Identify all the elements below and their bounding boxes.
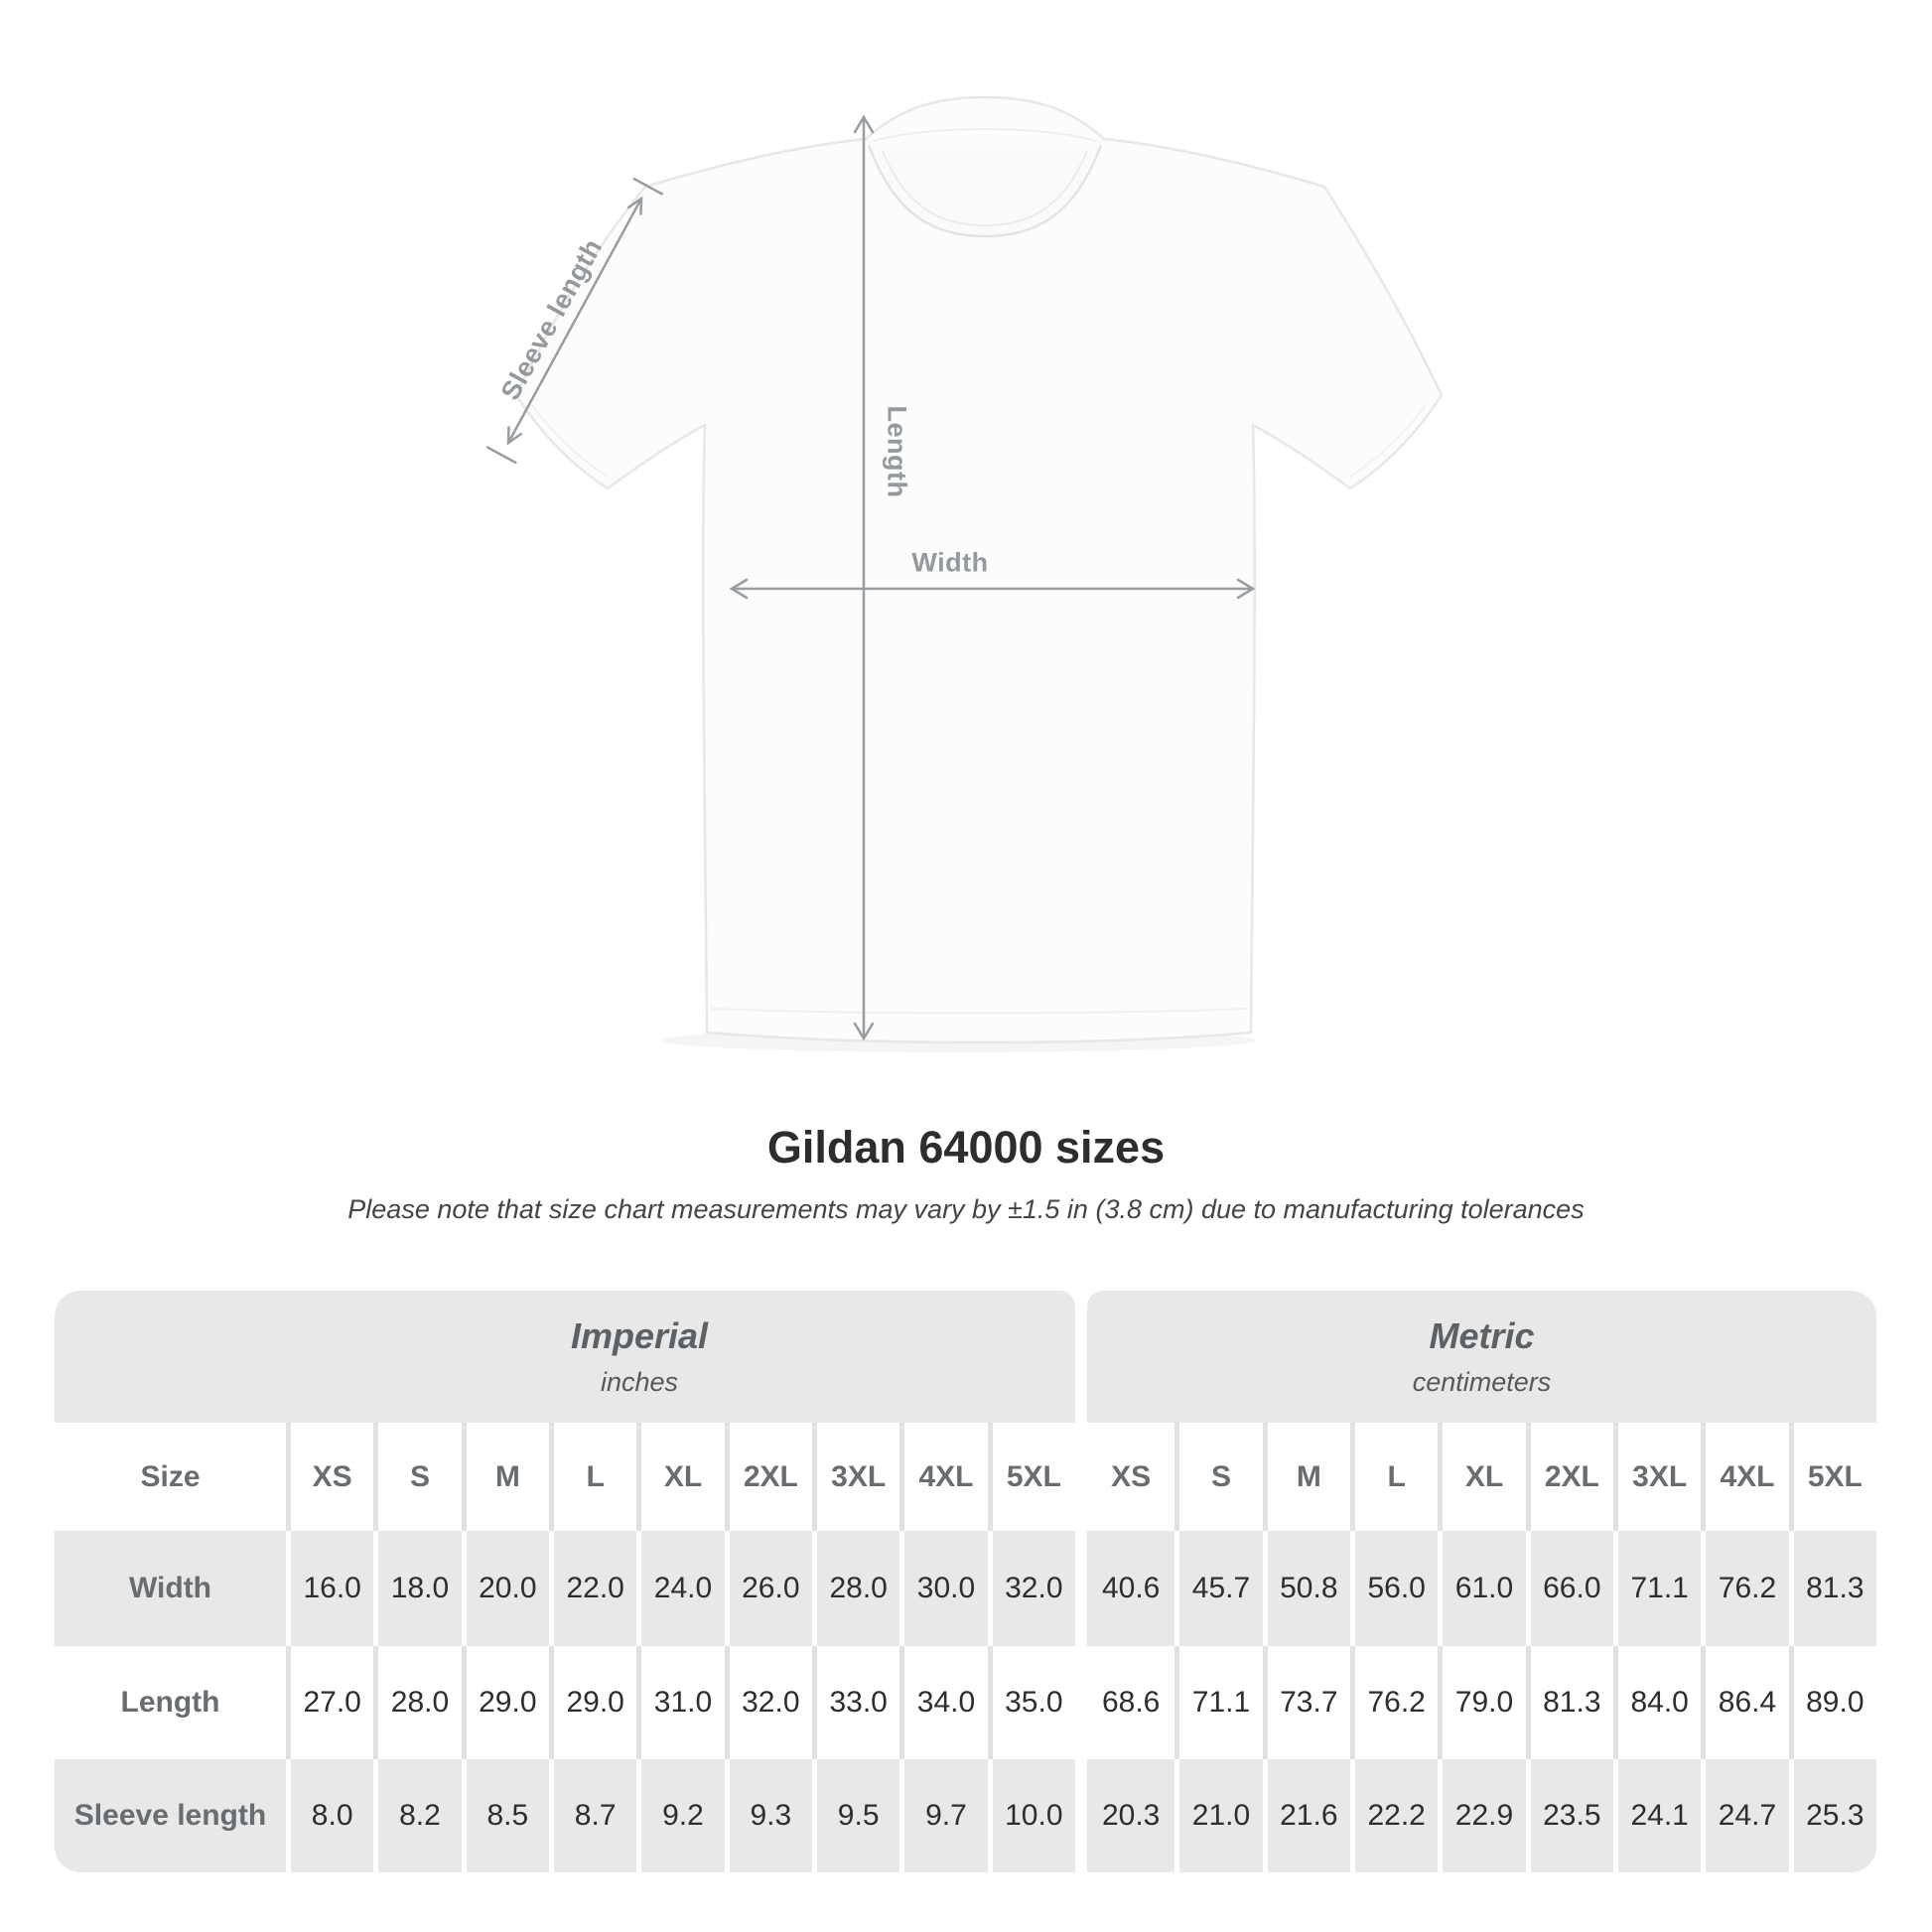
row-label: Width [55,1531,286,1646]
measurement-cell: 8.0 [286,1759,373,1872]
measurement-cell: 26.0 [725,1531,812,1646]
measurement-cell: S [1174,1423,1262,1531]
measurement-cell: 3XL [1613,1423,1701,1531]
measurement-cell: 25.3 [1789,1759,1876,1872]
sleeve-length-label: Sleeve length [494,233,609,405]
width-label: Width [911,547,989,578]
junction-gap [1075,1646,1087,1759]
measurement-cell: 32.0 [988,1531,1075,1646]
measurement-cell: 45.7 [1174,1531,1262,1646]
measurement-cell: 9.7 [899,1759,987,1872]
measurement-cell: 81.3 [1789,1531,1876,1646]
measurement-cell: 32.0 [725,1646,812,1759]
measurement-cell: 18.0 [373,1531,461,1646]
measurement-cell: XL [1438,1423,1525,1531]
measurement-cell: S [373,1423,461,1531]
measurement-cell: 21.0 [1174,1759,1262,1872]
measurement-cell: 22.2 [1350,1759,1438,1872]
measurement-cell: 5XL [988,1423,1075,1531]
sleeve-end-tick-bottom [487,448,515,463]
imperial-title: Imperial [570,1314,709,1356]
measurement-cell: 16.0 [286,1531,373,1646]
table-row-width [55,1531,1876,1646]
measurement-cell: 8.5 [462,1759,549,1872]
measurement-cell: 31.0 [636,1646,724,1759]
junction-gap [1075,1759,1087,1872]
measurement-cell: 5XL [1789,1423,1876,1531]
measurement-cell: 29.0 [549,1646,636,1759]
band-junction-gap [1075,1291,1087,1423]
measurement-cell: 8.7 [549,1759,636,1872]
measurement-cell: 24.0 [636,1531,724,1646]
row-label: Size [55,1423,286,1531]
measurement-cell: 71.1 [1174,1646,1262,1759]
imperial-header [55,1291,1075,1423]
measurement-cell: 40.6 [1087,1531,1174,1646]
measurement-cell: 3XL [812,1423,899,1531]
measurement-cell: 10.0 [988,1759,1075,1872]
measurement-cell: 22.9 [1438,1759,1525,1872]
row-label: Sleeve length [55,1759,286,1872]
measurement-cell: 89.0 [1789,1646,1876,1759]
measurement-cell: 68.6 [1087,1646,1174,1759]
measurement-cell: 4XL [1701,1423,1788,1531]
measurement-cell: 79.0 [1438,1646,1525,1759]
row-label: Length [55,1646,286,1759]
measurement-cell: 9.5 [812,1759,899,1872]
measurement-cell: 24.1 [1613,1759,1701,1872]
unit-header-band [55,1291,1876,1423]
measurement-cell: L [549,1423,636,1531]
measurement-cell: 29.0 [462,1646,549,1759]
metric-header [1087,1291,1876,1423]
measurement-cell: 2XL [725,1423,812,1531]
measurement-cell: XL [636,1423,724,1531]
measurement-cell: 20.3 [1087,1759,1174,1872]
junction-gap [1075,1531,1087,1646]
measurement-cell: 28.0 [812,1531,899,1646]
table-rows [55,1423,1876,1872]
size-table [55,1291,1876,1872]
measurement-cell: 28.0 [373,1646,461,1759]
length-label: Length [882,405,912,498]
table-row-length [55,1646,1876,1759]
measurement-cell: 71.1 [1613,1531,1701,1646]
metric-unit: centimeters [1412,1366,1552,1397]
page-title: Gildan 64000 sizes [766,1122,1166,1173]
measurement-cell: 73.7 [1263,1646,1350,1759]
measurement-cell: L [1350,1423,1438,1531]
measurement-cell: XS [286,1423,373,1531]
metric-title: Metric [1429,1314,1535,1356]
measurement-cell: 22.0 [549,1531,636,1646]
table-row-sleeve-length [55,1759,1876,1872]
measurement-cell: 50.8 [1263,1531,1350,1646]
heading-block [0,1120,1932,1229]
measurement-cell: M [462,1423,549,1531]
measurement-cell: 76.2 [1350,1646,1438,1759]
measurement-cell: M [1263,1423,1350,1531]
measurement-cell: 4XL [899,1423,987,1531]
measurement-cell: 86.4 [1701,1646,1788,1759]
measurement-cell: 8.2 [373,1759,461,1872]
measurement-cell: 23.5 [1526,1759,1613,1872]
measurement-cell: 24.7 [1701,1759,1788,1872]
measurement-cell: 34.0 [899,1646,987,1759]
measurement-cell: 81.3 [1526,1646,1613,1759]
measurement-cell: 30.0 [899,1531,987,1646]
measurement-cell: 66.0 [1526,1531,1613,1646]
measurement-cell: 56.0 [1350,1531,1438,1646]
measurement-cell: 9.3 [725,1759,812,1872]
imperial-unit: inches [600,1366,679,1397]
measurement-cell: 27.0 [286,1646,373,1759]
measurement-cell: 2XL [1526,1423,1613,1531]
measurement-cell: 20.0 [462,1531,549,1646]
measurement-cell: 76.2 [1701,1531,1788,1646]
measurement-cell: 33.0 [812,1646,899,1759]
measurement-cell: XS [1087,1423,1174,1531]
measurement-cell: 35.0 [988,1646,1075,1759]
measurement-cell: 61.0 [1438,1531,1525,1646]
junction-gap [1075,1423,1087,1531]
size-header-row [55,1423,1876,1531]
measurement-cell: 84.0 [1613,1646,1701,1759]
measurement-cell: 9.2 [636,1759,724,1872]
page-subtitle: Please note that size chart measurements may vary by ±1.5 in (3.8 cm) due to manufacturing tolerances [347,1194,1585,1224]
measurement-cell: 21.6 [1263,1759,1350,1872]
